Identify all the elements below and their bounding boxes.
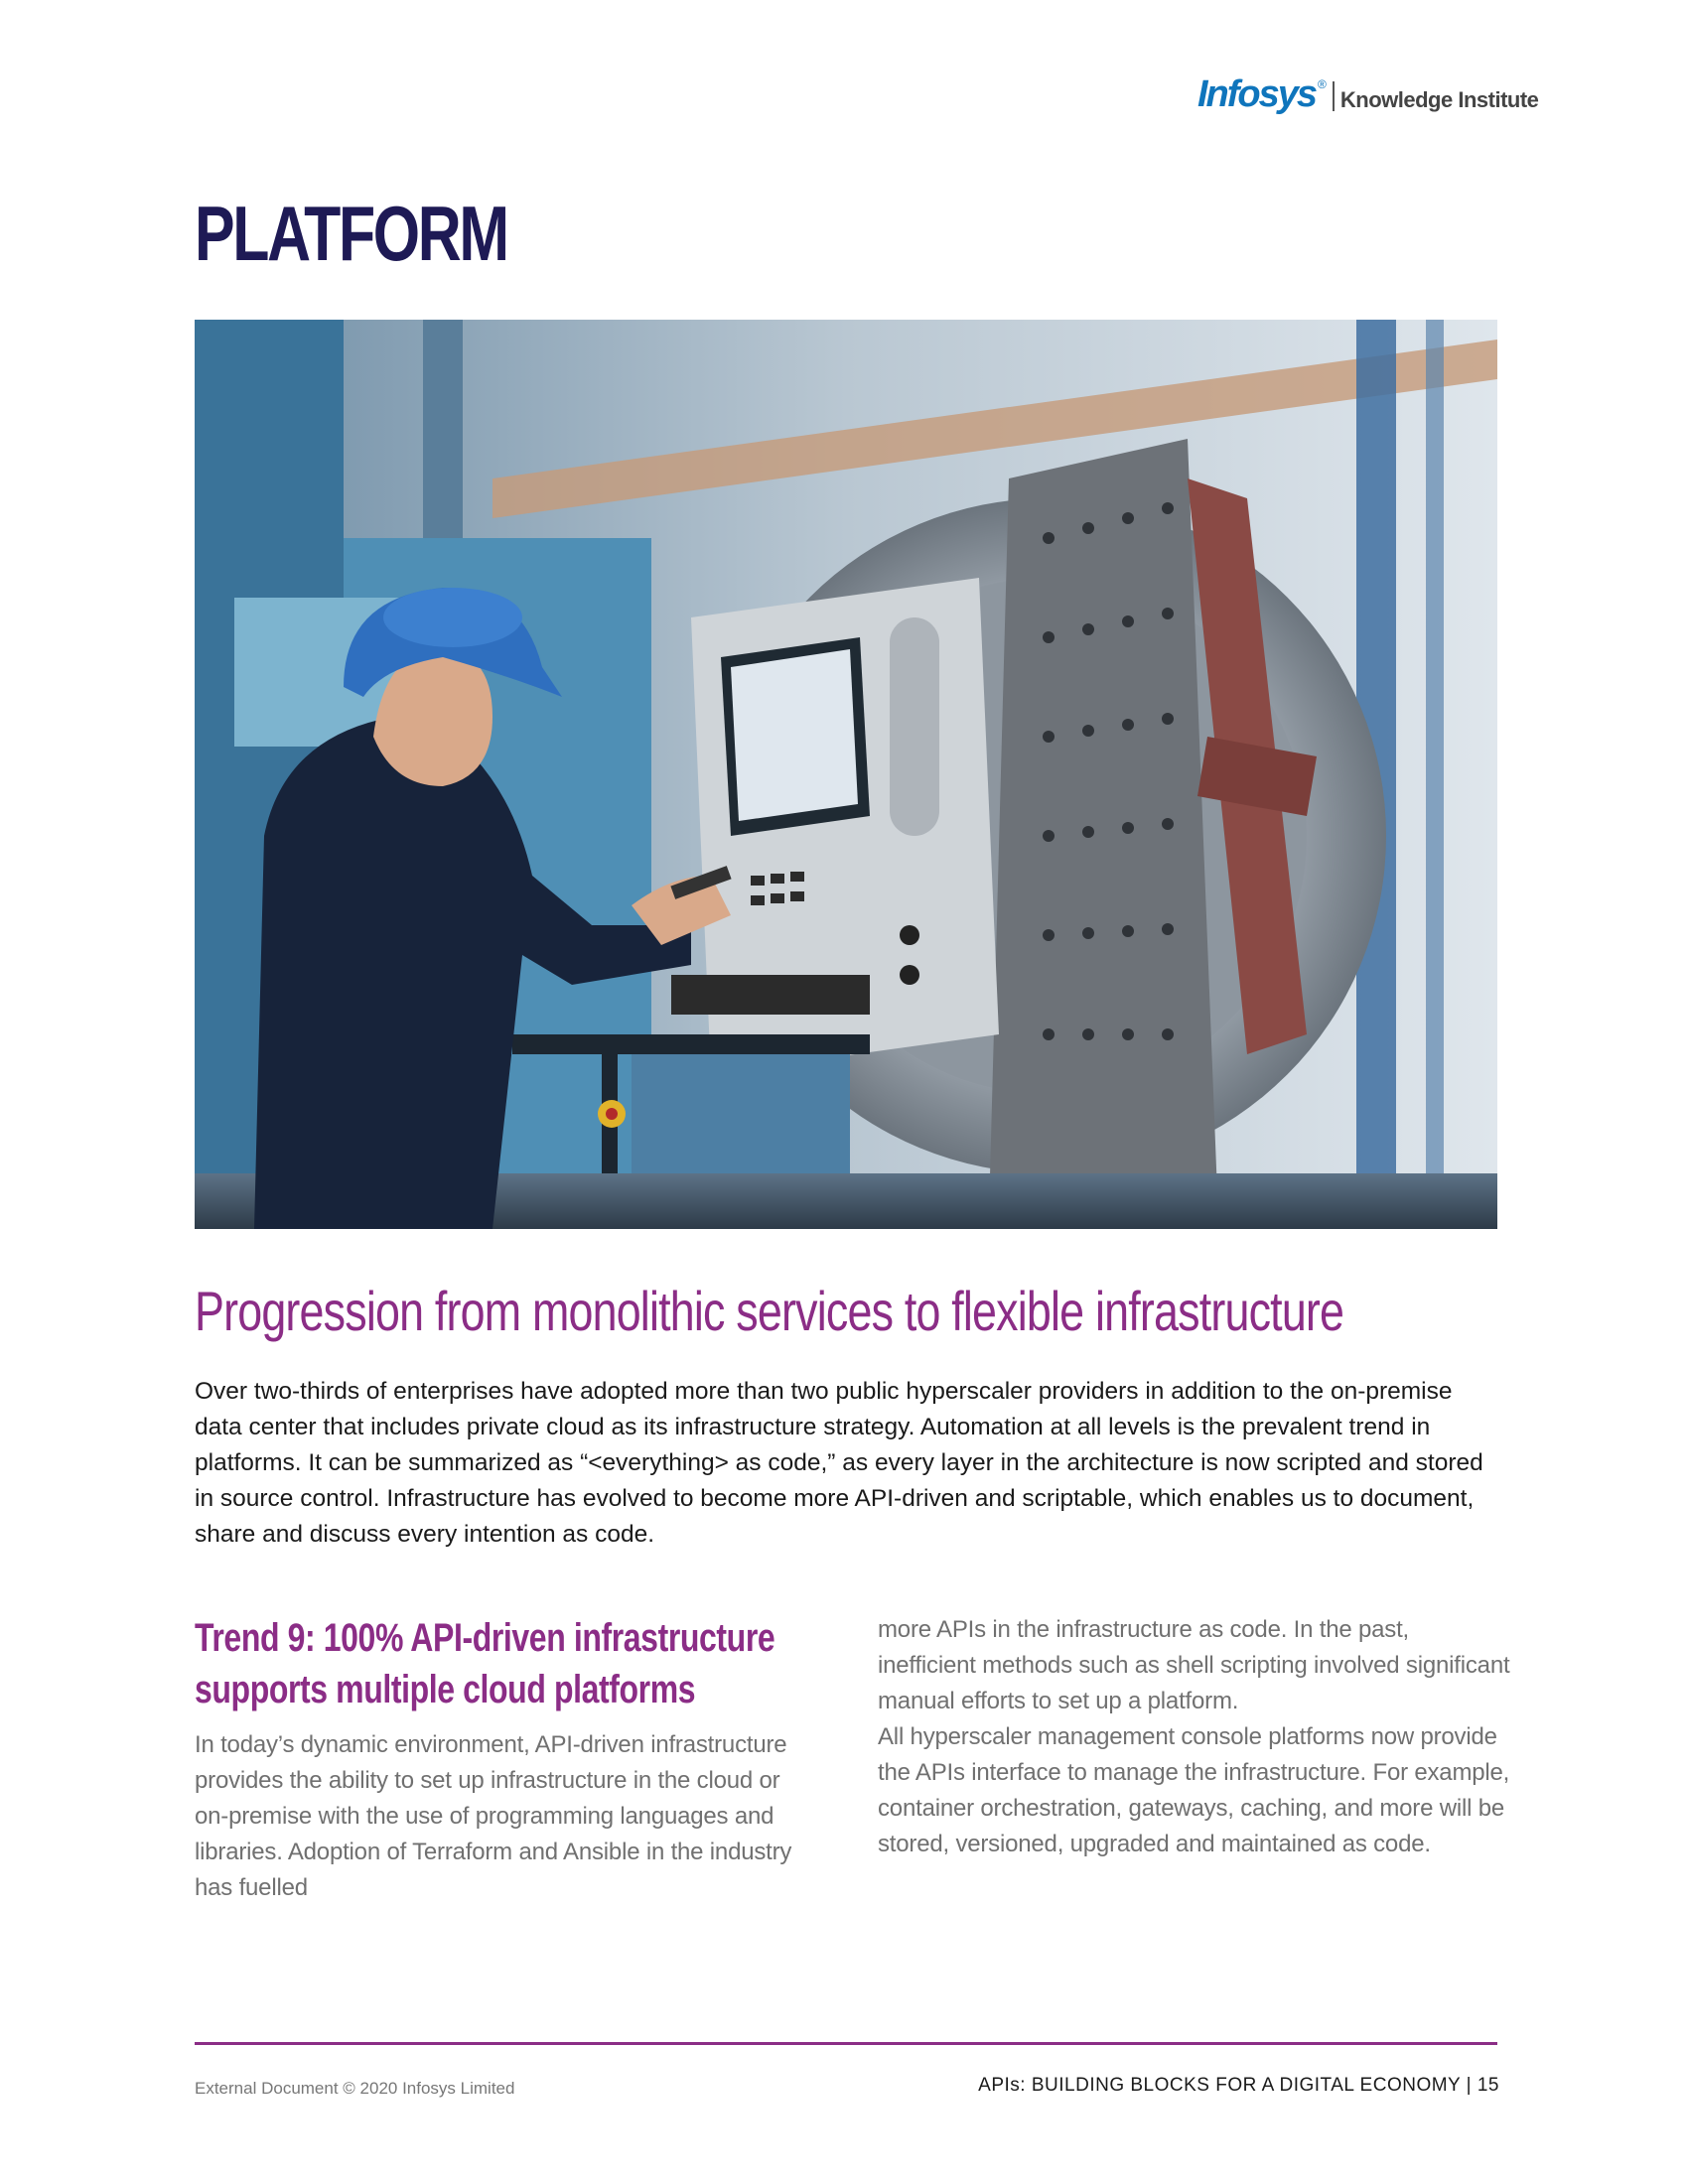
intro-paragraph: Over two-thirds of enterprises have adopted more than two public hyperscaler providers in addition to the on-premise data center that includes private cloud as its infrastructure strategy. Automation at all levels is the prevalent trend in platforms. It can be summarized as “<everything> as code,” as every layer in the architecture is now scripted and stored in source control. Infrastructure has evolved to become more API-driven and scriptable, which enables us to document, share and discuss every intention as code.	[195, 1378, 1483, 1548]
footer-copyright: External Document © 2020 Infosys Limited	[195, 2079, 515, 2098]
trend-heading: Trend 9: 100% API-driven infrastructure supports multiple cloud platforms	[195, 1616, 775, 1711]
infosys-knowledge-institute-logo	[1197, 69, 1538, 113]
logo-sub-text: Knowledge Institute	[1339, 87, 1539, 112]
right-column-paragraph-1: more APIs in the infrastructure as code. In the past, inefficient methods such as shell scripting involved significant manual efforts to set up a platform.	[878, 1616, 1510, 1714]
hero-photo-engineer-at-machine	[195, 320, 1497, 1229]
right-column-paragraph-2: All hyperscaler management console platforms now provide the APIs interface to manage the infrastructure. For example, container orchestration, gateways, caching, and more will be stored, versioned, upgraded and maintained as code.	[878, 1723, 1510, 1857]
page-title: PLATFORM	[195, 190, 507, 277]
logo-brand-text: Infosys	[1197, 73, 1317, 115]
right-column	[878, 1612, 1513, 1862]
logo-separator	[1333, 81, 1335, 111]
left-column-paragraph: In today’s dynamic environment, API-driven infrastructure provides the ability to set up infrastructure in the cloud or on-premise with the use of programming languages and libraries. Adoption of Terraform and Ansible in the industry has fuelled	[195, 1731, 792, 1901]
footer-document-title-page-number: APIs: BUILDING BLOCKS FOR A DIGITAL ECONOMY | 15	[978, 2075, 1499, 2096]
left-column	[195, 1612, 830, 1906]
hero-illustration	[195, 320, 1497, 1229]
registered-mark-icon: ®	[1318, 77, 1327, 91]
footer-divider	[195, 2042, 1497, 2045]
section-heading: Progression from monolithic services to flexible infrastructure	[195, 1280, 1344, 1342]
